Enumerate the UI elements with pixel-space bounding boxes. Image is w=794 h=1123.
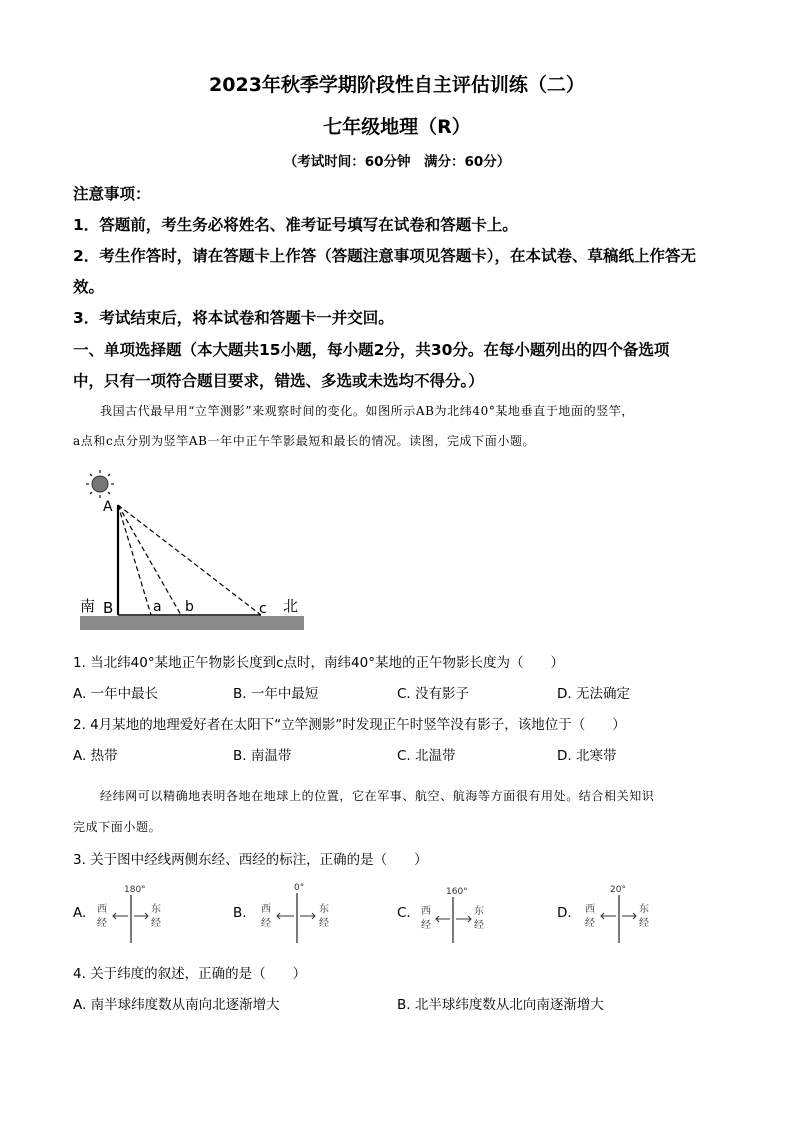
east-label: 东 bbox=[151, 904, 161, 915]
east-label: 经 bbox=[151, 918, 161, 929]
question-stem: 3. 关于图中经线两侧东经、西经的标注，正确的是（ ） bbox=[73, 852, 428, 868]
passage-text: 我国古代最早用“立竿测影”来观察时间的变化。如图所示AB为北纬40°某地垂直于地面的竖竿， bbox=[100, 404, 635, 418]
note-item: 2．考生作答时，请在答题卡上作答（答题注意事项见答题卡），在本试卷、草稿纸上作答无 bbox=[73, 247, 697, 265]
point-label-A: A bbox=[103, 499, 113, 515]
shadow-pole-figure bbox=[75, 465, 310, 635]
option-c[interactable]: C. 北温带 bbox=[397, 748, 456, 764]
passage-text: 经纬网可以精确地表明各地在地球上的位置，它在军事、航空、航海等方面很有用处。结合相关知识 bbox=[100, 789, 655, 803]
option-a[interactable]: A. 一年中最长 bbox=[73, 686, 159, 702]
option-d[interactable]: D. bbox=[557, 905, 572, 921]
west-label: 经 bbox=[585, 918, 595, 929]
exam-title: 2023年秋季学期阶段性自主评估训练（二） bbox=[209, 74, 585, 96]
point-label-c: c bbox=[259, 601, 267, 617]
option-b[interactable]: B. bbox=[233, 905, 247, 921]
notes-heading: 注意事项： bbox=[73, 185, 151, 203]
question-stem: 2. 4月某地的地理爱好者在太阳下“立竿测影”时发现正午时竖竿没有影子，该地位于（ ） bbox=[73, 717, 626, 733]
west-label: 西 bbox=[585, 904, 595, 915]
exam-subtitle: 七年级地理（R） bbox=[323, 116, 471, 138]
meridian-degree: 0° bbox=[294, 883, 305, 893]
note-item: 效。 bbox=[73, 278, 105, 296]
option-a[interactable]: A. 南半球纬度数从南向北逐渐增大 bbox=[73, 997, 280, 1013]
meridian-diagram bbox=[581, 881, 661, 945]
direction-north: 北 bbox=[283, 597, 299, 615]
note-item: 3．考试结束后，将本试卷和答题卡一并交回。 bbox=[73, 309, 394, 327]
east-label: 东 bbox=[319, 904, 329, 915]
section-heading: 中，只有一项符合题目要求，错选、多选或未选均不得分。） bbox=[73, 372, 484, 390]
west-label: 经 bbox=[97, 918, 107, 929]
point-label-B: B bbox=[103, 599, 114, 617]
point-label-b: b bbox=[185, 599, 194, 615]
option-a[interactable]: A. bbox=[73, 905, 87, 921]
east-label: 东 bbox=[639, 904, 649, 915]
option-d[interactable]: D. 北寒带 bbox=[557, 748, 617, 764]
point-label-a: a bbox=[153, 599, 162, 615]
west-label: 西 bbox=[97, 904, 107, 915]
meridian-degree: 20° bbox=[610, 885, 626, 895]
west-label: 经 bbox=[421, 920, 431, 931]
exam-info: （考试时间：60分钟 满分：60分） bbox=[283, 154, 511, 170]
shadow-ray-a bbox=[118, 505, 151, 615]
east-label: 经 bbox=[639, 918, 649, 929]
section-heading: 一、单项选择题（本大题共15小题，每小题2分，共30分。在每小题列出的四个备选项 bbox=[73, 341, 670, 359]
passage-text: 完成下面小题。 bbox=[73, 820, 162, 834]
note-item: 1．答题前，考生务必将姓名、准考证号填写在试卷和答题卡上。 bbox=[73, 216, 518, 234]
meridian-diagram bbox=[257, 879, 337, 945]
meridian-diagram bbox=[93, 881, 173, 945]
sun-icon bbox=[86, 470, 114, 498]
question-stem: 4. 关于纬度的叙述，正确的是（ ） bbox=[73, 966, 307, 982]
east-label: 东 bbox=[474, 906, 484, 917]
meridian-degree: 180° bbox=[124, 885, 146, 895]
west-label: 经 bbox=[261, 918, 271, 929]
ground-strip bbox=[80, 616, 304, 630]
option-b[interactable]: B. 一年中最短 bbox=[233, 686, 319, 702]
east-label: 经 bbox=[319, 918, 329, 929]
meridian-degree: 160° bbox=[446, 887, 468, 897]
west-label: 西 bbox=[421, 906, 431, 917]
meridian-diagram bbox=[417, 883, 497, 945]
option-c[interactable]: C. 没有影子 bbox=[397, 686, 470, 702]
option-c[interactable]: C. bbox=[397, 905, 411, 921]
west-label: 西 bbox=[261, 904, 271, 915]
option-d[interactable]: D. 无法确定 bbox=[557, 686, 630, 702]
shadow-ray-b bbox=[118, 505, 181, 615]
question-stem: 1. 当北纬40°某地正午物影长度到c点时，南纬40°某地的正午物影长度为（ ） bbox=[73, 655, 564, 671]
option-b[interactable]: B. 北半球纬度数从北向南逐渐增大 bbox=[397, 997, 604, 1013]
option-b[interactable]: B. 南温带 bbox=[233, 748, 292, 764]
east-label: 经 bbox=[474, 920, 484, 931]
arrow-icon bbox=[277, 913, 315, 919]
passage-text: a点和c点分别为竖竿AB一年中正午竿影最短和最长的情况。读图，完成下面小题。 bbox=[73, 434, 536, 448]
direction-south: 南 bbox=[80, 597, 96, 615]
option-a[interactable]: A. 热带 bbox=[73, 748, 118, 764]
